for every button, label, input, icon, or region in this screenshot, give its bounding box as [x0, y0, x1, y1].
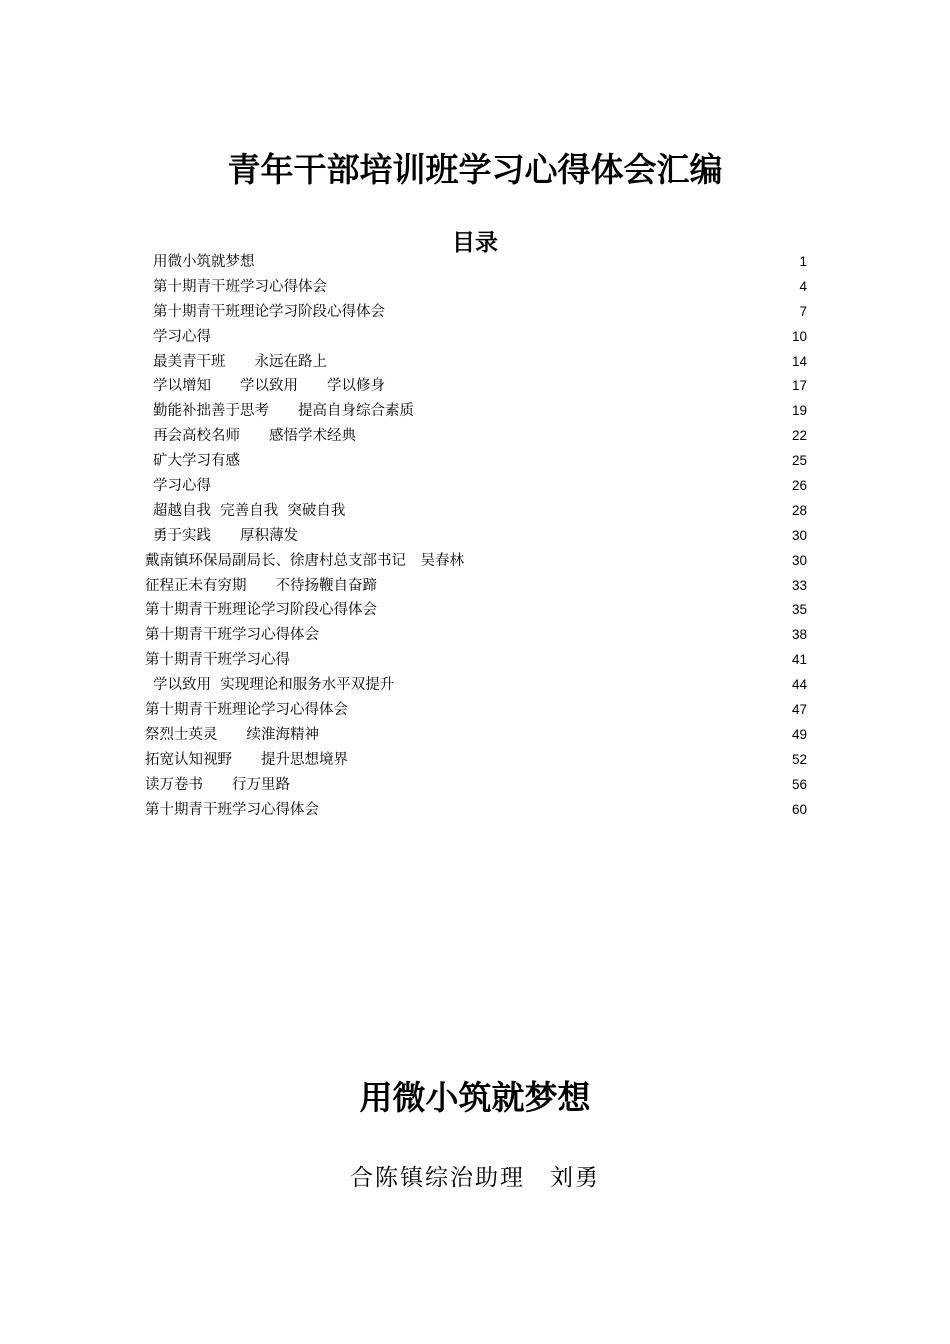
toc-entry-page: 17	[791, 378, 807, 394]
toc-entry-page: 38	[791, 627, 807, 643]
toc-entry-title: 第十期青干班理论学习心得体会	[145, 702, 348, 719]
toc-entry-title: 最美青干班 永远在路上	[153, 353, 327, 370]
toc-entry[interactable]	[145, 598, 807, 623]
toc-entry-title: 学以致用 实现理论和服务水平双提升	[153, 677, 395, 694]
toc-entry-page: 10	[791, 328, 807, 344]
toc-entry-page: 7	[799, 303, 807, 319]
toc-entry-title: 戴南镇环保局副局长、徐唐村总支部书记 吴春林	[145, 552, 464, 569]
toc-entry-page: 22	[791, 428, 807, 444]
toc-entry-page: 41	[791, 652, 807, 668]
toc-entry[interactable]	[145, 549, 807, 574]
toc-entry-title: 第十期青干班学习心得体会	[145, 801, 319, 818]
document-title: 青年干部培训班学习心得体会汇编	[227, 150, 723, 190]
toc-entry[interactable]	[145, 648, 807, 673]
toc-entry[interactable]	[145, 673, 807, 698]
toc-entry[interactable]	[145, 325, 807, 350]
toc-entry-title: 拓宽认知视野 提升思想境界	[145, 751, 348, 768]
toc-entry-title: 第十期青干班学习心得	[145, 652, 290, 669]
toc-entry-page: 47	[791, 702, 807, 718]
toc-entry-title: 用微小筑就梦想	[153, 254, 255, 270]
table-of-contents	[145, 250, 807, 822]
toc-entry-page: 30	[791, 527, 807, 543]
toc-heading: 目录	[452, 230, 498, 257]
toc-entry-title: 第十期青干班学习心得体会	[153, 278, 327, 295]
toc-entry[interactable]	[145, 723, 807, 748]
toc-entry-title: 祭烈士英灵 续淮海精神	[145, 726, 319, 743]
toc-entry[interactable]	[145, 374, 807, 399]
toc-entry-page: 30	[791, 552, 807, 568]
toc-entry-page: 25	[791, 453, 807, 469]
toc-entry-title: 第十期青干班学习心得体会	[145, 627, 319, 644]
toc-entry-page: 14	[791, 353, 807, 369]
toc-entry[interactable]	[145, 250, 807, 275]
toc-entry[interactable]	[145, 524, 807, 549]
toc-entry[interactable]	[145, 350, 807, 375]
article-author: 合陈镇综治助理 刘勇	[350, 1165, 600, 1191]
toc-entry-title: 第十期青干班理论学习阶段心得体会	[145, 602, 377, 619]
toc-entry-title: 勤能补拙善于思考 提高自身综合素质	[153, 403, 414, 420]
toc-entry[interactable]	[145, 275, 807, 300]
toc-entry[interactable]	[145, 399, 807, 424]
toc-entry-title: 学习心得	[153, 478, 211, 495]
toc-entry-title: 第十期青干班理论学习阶段心得体会	[153, 303, 385, 320]
toc-entry[interactable]	[145, 623, 807, 648]
toc-entry-page: 56	[791, 776, 807, 792]
toc-entry[interactable]	[145, 798, 807, 823]
toc-entry-page: 35	[791, 602, 807, 618]
toc-entry-title: 征程正未有穷期 不待扬鞭自奋蹄	[145, 577, 377, 594]
toc-entry[interactable]	[145, 773, 807, 798]
toc-entry[interactable]	[145, 574, 807, 599]
toc-entry-page: 19	[791, 403, 807, 419]
toc-entry-page: 4	[799, 278, 807, 294]
toc-entry-title: 再会高校名师 感悟学术经典	[153, 428, 356, 445]
toc-entry-title: 学习心得	[153, 328, 211, 345]
toc-entry-page: 44	[791, 677, 807, 693]
toc-entry[interactable]	[145, 698, 807, 723]
toc-entry-title: 勇于实践 厚积薄发	[153, 527, 298, 544]
toc-entry[interactable]	[145, 748, 807, 773]
toc-entry[interactable]	[145, 300, 807, 325]
toc-entry-page: 33	[791, 577, 807, 593]
toc-entry-title: 读万卷书 行万里路	[145, 776, 290, 793]
toc-entry-title: 学以增知 学以致用 学以修身	[153, 378, 385, 395]
toc-entry-page: 26	[791, 478, 807, 494]
toc-entry-page: 52	[791, 751, 807, 767]
toc-entry[interactable]	[145, 424, 807, 449]
toc-entry-page: 60	[791, 801, 807, 817]
toc-entry[interactable]	[145, 474, 807, 499]
toc-entry-page: 28	[791, 502, 807, 518]
toc-entry-title: 矿大学习有感	[153, 453, 240, 470]
article-title: 用微小筑就梦想	[359, 1078, 591, 1118]
toc-entry[interactable]	[145, 449, 807, 474]
toc-entry-title: 超越自我 完善自我 突破自我	[153, 502, 346, 519]
toc-entry-page: 49	[791, 726, 807, 742]
toc-entry[interactable]	[145, 499, 807, 524]
toc-entry-page: 1	[799, 254, 807, 269]
